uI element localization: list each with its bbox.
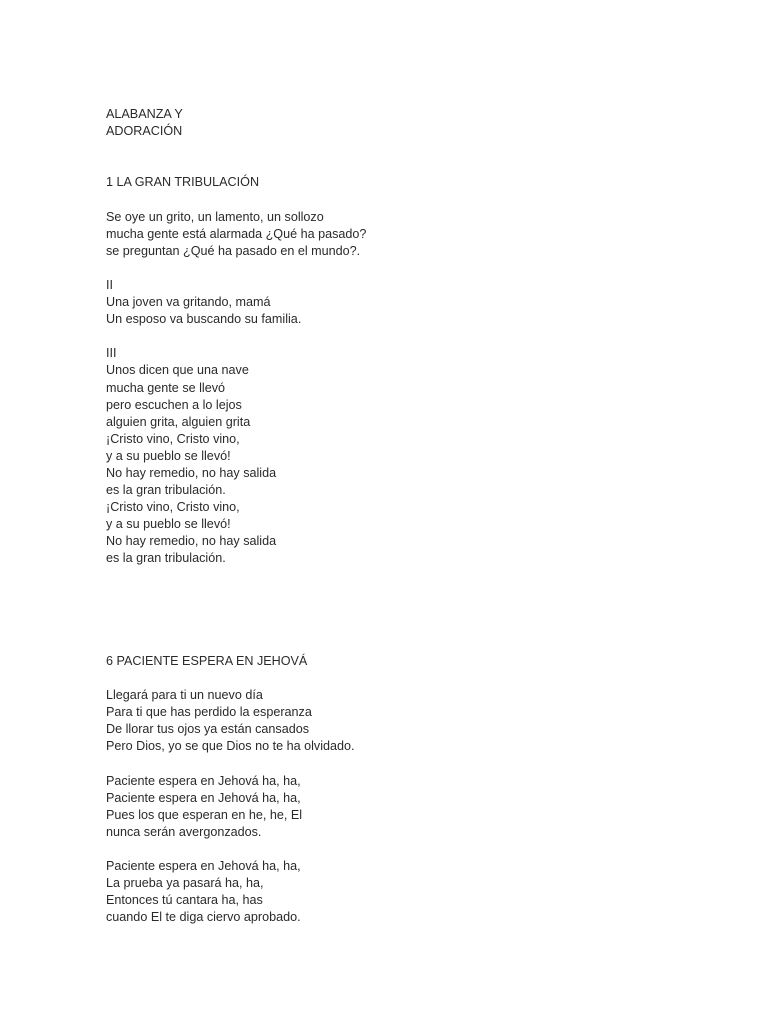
spacer	[106, 636, 706, 653]
song-heading: 6 PACIENTE ESPERA EN JEHOVÁ	[106, 654, 308, 669]
spacer	[106, 619, 706, 636]
lyric-line: y a su pueblo se llevó!	[106, 517, 231, 532]
lyric-line: nunca serán avergonzados.	[106, 824, 262, 839]
lyric-line: ¡Cristo vino, Cristo vino,	[106, 431, 240, 446]
spacer	[106, 260, 706, 277]
lyric-line: Un esposo va buscando su familia.	[106, 312, 302, 327]
lyric-line: Pero Dios, yo se que Dios no te ha olvidado.	[106, 739, 355, 754]
song-heading: 1 LA GRAN TRIBULACIÓN	[106, 175, 260, 190]
spacer	[106, 140, 706, 174]
lyric-line: mucha gente se llevó	[106, 380, 226, 395]
lyric-line: Entonces tú cantara ha, has	[106, 893, 263, 908]
lyric-line: pero escuchen a lo lejos	[106, 397, 242, 412]
stanza-number: III	[106, 346, 117, 361]
document-body	[106, 106, 706, 927]
spacer	[106, 841, 706, 858]
lyric-line: No hay remedio, no hay salida	[106, 465, 277, 480]
lyric-line: Paciente espera en Jehová ha, ha,	[106, 790, 301, 805]
lyric-line: Para ti que has perdido la esperanza	[106, 705, 312, 720]
stanza-number: II	[106, 277, 113, 292]
lyric-line: No hay remedio, no hay salida	[106, 534, 277, 549]
stanza	[106, 209, 706, 260]
lyric-line: Paciente espera en Jehová ha, ha,	[106, 859, 301, 874]
lyric-line: se preguntan ¿Qué ha pasado en el mundo?.	[106, 243, 361, 258]
lyric-line: Llegará para ti un nuevo día	[106, 688, 263, 703]
lyric-line: Pues los que esperan en he, he, El	[106, 807, 303, 822]
stanza	[106, 687, 706, 755]
spacer	[106, 191, 706, 208]
stanza	[106, 773, 706, 841]
lyric-line: cuando El te diga ciervo aprobado.	[106, 910, 301, 925]
spacer	[106, 568, 706, 619]
lyric-line: es la gran tribulación.	[106, 483, 226, 498]
lyric-line: La prueba ya pasará ha, ha,	[106, 876, 264, 891]
spacer	[106, 756, 706, 773]
document-title	[106, 106, 706, 140]
stanza	[106, 277, 706, 328]
stanza	[106, 858, 706, 926]
lyric-line: ¡Cristo vino, Cristo vino,	[106, 500, 240, 515]
title-line: ADORACIÓN	[106, 124, 183, 139]
lyric-line: es la gran tribulación.	[106, 551, 226, 566]
lyric-line: De llorar tus ojos ya están cansados	[106, 722, 310, 737]
spacer	[106, 670, 706, 687]
lyric-line: Paciente espera en Jehová ha, ha,	[106, 773, 301, 788]
stanza	[106, 345, 706, 567]
song-section	[106, 174, 706, 567]
lyric-line: Se oye un grito, un lamento, un sollozo	[106, 209, 324, 224]
song-section	[106, 653, 706, 927]
lyric-line: y a su pueblo se llevó!	[106, 448, 231, 463]
spacer	[106, 328, 706, 345]
lyric-line: alguien grita, alguien grita	[106, 414, 251, 429]
lyric-line: mucha gente está alarmada ¿Qué ha pasado?	[106, 226, 367, 241]
lyric-line: Unos dicen que una nave	[106, 363, 249, 378]
title-line: ALABANZA Y	[106, 107, 183, 121]
lyric-line: Una joven va gritando, mamá	[106, 295, 271, 310]
